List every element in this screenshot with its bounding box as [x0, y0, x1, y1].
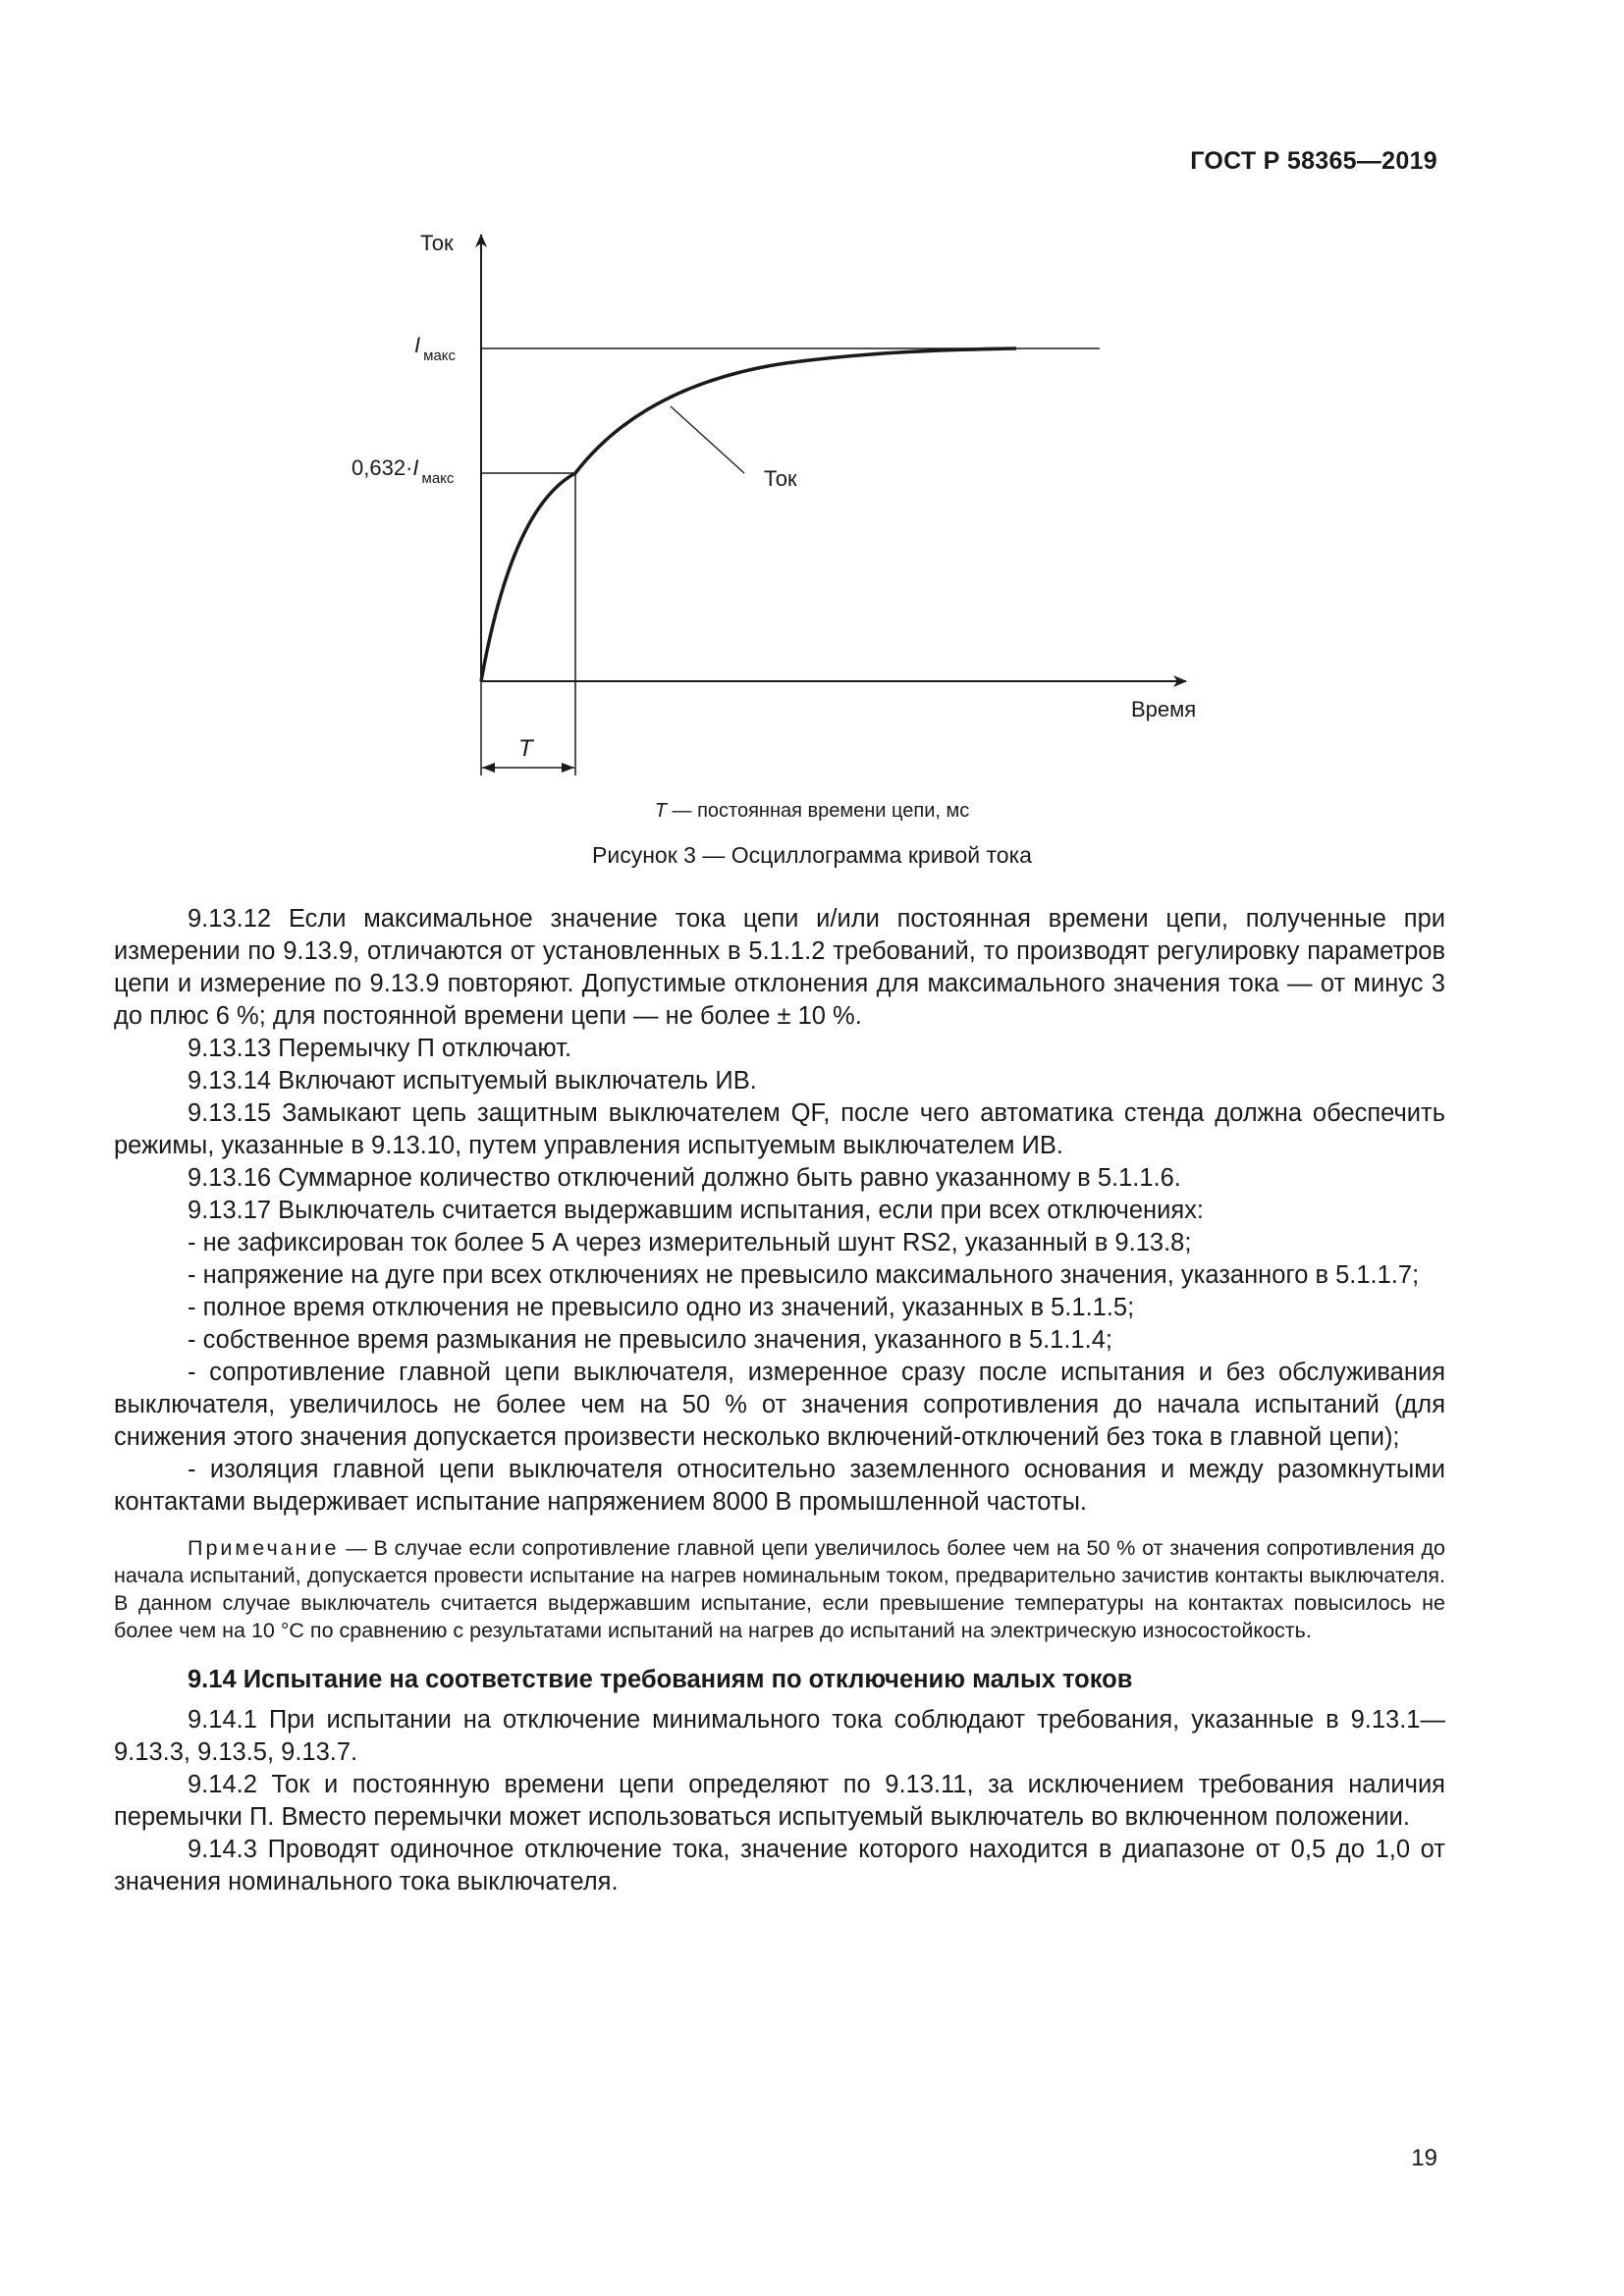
list-item: - напряжение на дуге при всех отключениях не превысило максимального значения, указанного в 5.1.1.7; [188, 1261, 1420, 1289]
paragraph-9-13-16: 9.13.16 Суммарное количество отключений должно быть равно указанному в 5.1.1.6. [188, 1164, 1181, 1192]
t-dim-arrow-left [482, 763, 495, 773]
list-item: - собственное время размыкания не превысило значения, указанного в 5.1.1.4; [188, 1326, 1112, 1354]
list-item: - полное время отключения не превысило одно из значений, указанных в 5.1.1.5; [188, 1294, 1135, 1321]
level-label-main: I [412, 455, 419, 480]
paragraph-9-13-17: 9.13.17 Выключатель считается выдержавшим испытания, если при всех отключениях: [188, 1197, 1204, 1224]
list-item: - не зафиксирован ток более 5 А через измерительный шунт RS2, указанный в 9.13.8; [188, 1229, 1192, 1256]
paragraph-9-13-14: 9.13.14 Включают испытуемый выключатель ИВ. [188, 1067, 757, 1095]
page-number: 19 [1411, 2145, 1437, 2171]
note [114, 1534, 1445, 1644]
paragraph-9-14-1: 9.14.1 При испытании на отключение минимального тока соблюдают требования, указанные в 9.13.1—9.13.3, 9.13.5, 9.13.7. [114, 1706, 1445, 1766]
curve-leader-line [671, 406, 744, 473]
imax-label [414, 333, 457, 364]
current-oscillogram-figure [324, 218, 1237, 807]
figure-legend [0, 800, 1624, 823]
imax-label-main: I [414, 333, 421, 357]
curve-label: Ток [764, 466, 797, 491]
document-header: ГОСТ Р 58365—2019 [1190, 147, 1437, 175]
paragraph-9-13-13: 9.13.13 Перемычку П отключают. [188, 1035, 572, 1062]
legend-symbol: T [654, 800, 667, 822]
current-curve [481, 348, 1016, 681]
legend-text: — постоянная времени цепи, мс [666, 800, 970, 822]
imax-label-sub: макс [423, 347, 457, 364]
paragraph-9-14-2: 9.14.2 Ток и постоянную времени цепи определяют по 9.13.11, за исключением требования наличия перемычки П. Вместо перемычки может использоваться испытуемый выключатель во включенном положении. [114, 1771, 1445, 1831]
note-text: — В случае если сопротивление главной цепи увеличилось более чем на 50 % от значения сопротивления до начала испытаний, допускается провести испытание на нагрев номинальным током, предварительно зачистив контакты выключателя. В данном случае выключатель считается выдержавшим испытание, если превышение температуры на контактах повысилось не более чем на 10 °С по сравнению с результатами испытаний на нагрев до испытаний на электрическую износостойкость. [114, 1536, 1445, 1642]
paragraph-9-13-15: 9.13.15 Замыкают цепь защитным выключателем QF, после чего автоматика стенда должна обеспечить режимы, указанные в 9.13.10, путем управления испытуемым выключателем ИВ. [114, 1099, 1445, 1159]
section-heading-9-14: 9.14 Испытание на соответствие требованиям по отключению малых токов [188, 1666, 1133, 1693]
x-axis-label: Время [1131, 697, 1197, 721]
level-label-sub: макс [421, 470, 455, 487]
level-label [352, 455, 455, 487]
list-item: - изоляция главной цепи выключателя относительно заземленного основания и между разомкнутыми контактами выдерживает испытание напряжением 8000 В промышленной частоты. [114, 1456, 1445, 1516]
t-label: T [518, 735, 533, 762]
figure-caption: Рисунок 3 — Осциллограмма кривой тока [592, 842, 1032, 868]
list-item: - сопротивление главной цепи выключателя, измеренное сразу после испытания и без обслуживания выключателя, увеличилось не более чем на 50 % от значения сопротивления до начала испытаний (для снижения этого значения допускается произвести несколько включений-отключений без тока в главной цепи); [114, 1359, 1445, 1451]
level-label-prefix: 0,632· [352, 455, 413, 480]
note-label: Примечание [188, 1536, 340, 1560]
figure-diagram [324, 218, 1237, 807]
paragraph-9-14-3: 9.14.3 Проводят одиночное отключение тока, значение которого находится в диапазоне от 0,5 до 1,0 от значения номинального тока выключателя. [114, 1836, 1445, 1896]
t-dim-arrow-right [562, 763, 574, 773]
paragraph-9-13-12: 9.13.12 Если максимальное значение тока цепи и/или постоянная времени цепи, полученные при измерении по 9.13.9, отличаются от установленных в 5.1.1.2 требований, то производят регулировку параметров цепи и измерение по 9.13.9 повторяют. Допустимые отклонения для максимального значения тока — от минус 3 до плюс 6 %; для постоянной времени цепи — не более ± 10 %. [114, 905, 1445, 1030]
body-text [114, 903, 1445, 1898]
y-axis-label: Ток [420, 231, 454, 255]
